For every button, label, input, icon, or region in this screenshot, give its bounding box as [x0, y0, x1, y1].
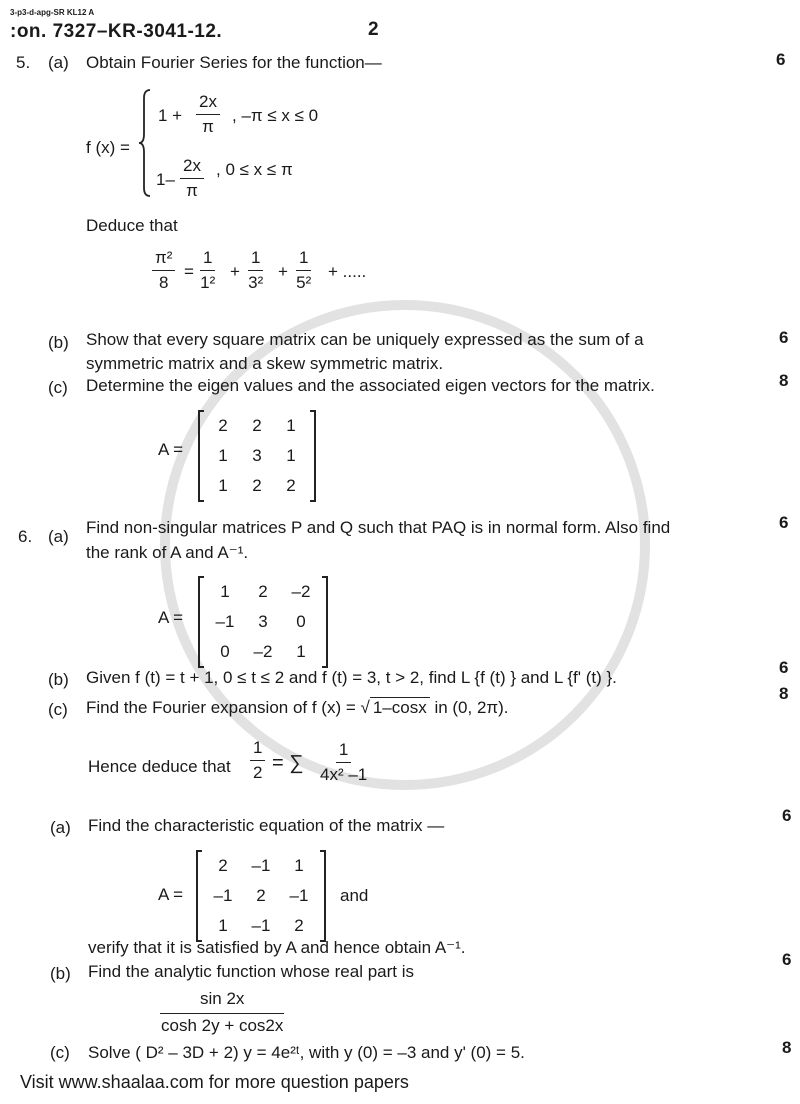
matrix-cell: 1 [286, 416, 296, 435]
q5c-marks: 8 [779, 371, 789, 390]
q7b-text: Find the analytic function whose real part is [88, 962, 415, 981]
numerator: sin 2x [160, 989, 284, 1014]
deduce-text: Deduce that [86, 216, 178, 235]
matrix-lhs: A = [158, 608, 184, 627]
q5a-marks: 6 [776, 50, 786, 69]
denominator: 2 [253, 763, 263, 782]
plus: + [278, 262, 288, 281]
paper-code: 3-p3-d-apg-SR KL12 A [10, 8, 95, 17]
denominator: 4x² –1 [320, 765, 368, 784]
matrix-cell: 1 [218, 476, 228, 495]
q7a-marks: 6 [782, 806, 792, 825]
q6a-label: (a) [48, 527, 69, 546]
q7a-text: Find the characteristic equation of the matrix — [88, 816, 445, 835]
matrix-cell: –1 [215, 612, 235, 631]
q6c-text: Find the Fourier expansion of f (x) = √ 1–cosx in (0, 2π). [86, 698, 509, 717]
matrix-cell: –2 [253, 642, 273, 661]
matrix-cell: 2 [218, 416, 228, 435]
case1-prefix: 1 + [158, 106, 183, 125]
series-term [296, 248, 311, 293]
matrix-cell: 2 [258, 582, 268, 601]
q6c-label: (c) [48, 700, 68, 719]
matrix-cell: 2 [286, 476, 296, 495]
q6a-text-line1: Find non-singular matrices P and Q such that PAQ is in normal form. Also find [86, 518, 671, 537]
matrix-q7a [196, 852, 326, 940]
q7b-label: (b) [50, 964, 71, 983]
case1-condition: , –π ≤ x ≤ 0 [232, 106, 319, 125]
series-term [248, 248, 263, 293]
sum-sign: = ∑ [272, 752, 304, 774]
q5b-label: (b) [48, 333, 69, 352]
matrix-cell: 0 [220, 642, 230, 661]
q5b-marks: 6 [779, 328, 789, 347]
matrix-cell: 2 [252, 476, 262, 495]
q6c-text-post: in (0, 2π). [429, 698, 509, 717]
q6a-marks: 6 [779, 513, 789, 532]
matrix-lhs: A = [158, 440, 184, 459]
half-fraction [250, 738, 265, 783]
sqrt-argument: 1–cosx [370, 697, 430, 717]
q5-number: 5. [16, 53, 31, 72]
q6b-label: (b) [48, 670, 69, 689]
numerator: 1 [200, 248, 215, 271]
q6b-marks: 6 [779, 658, 789, 677]
matrix-cell: 2 [252, 416, 262, 435]
matrix-cell: 2 [218, 856, 228, 875]
numerator: π² [152, 248, 175, 271]
numerator: 1 [250, 738, 265, 761]
denominator: π [202, 117, 214, 136]
q7a-verify-text: verify that it is satisfied by A and hence obtain A⁻¹. [88, 938, 466, 957]
q7c-label: (c) [50, 1043, 70, 1062]
case2-condition: , 0 ≤ x ≤ π [216, 160, 293, 179]
matrix-cell: 1 [296, 642, 306, 661]
page-number: 2 [368, 19, 380, 40]
matrix-lhs: A = [158, 885, 184, 904]
denominator: 8 [158, 273, 169, 292]
denominator: 3² [248, 273, 264, 292]
matrix-cell: 3 [258, 612, 268, 631]
piecewise-brace [138, 88, 152, 198]
series-term [200, 248, 215, 293]
q5a-text: Obtain Fourier Series for the function— [86, 53, 382, 72]
matrix-cell: 1 [218, 916, 228, 935]
denominator: π [186, 181, 198, 200]
numerator: 1 [248, 248, 263, 271]
paper-title: :on. 7327–KR-3041-12. [10, 21, 223, 42]
case1-fraction [196, 92, 220, 137]
numerator: 2x [180, 156, 204, 179]
matrix-cell: 1 [220, 582, 230, 601]
footer-link[interactable]: Visit www.shaalaa.com for more question papers [20, 1072, 409, 1092]
sum-term-fraction [320, 740, 367, 785]
analytic-fraction [160, 989, 284, 1036]
q5b-text-line1: Show that every square matrix can be uniquely expressed as the sum of a [86, 330, 644, 349]
q6-number: 6. [18, 527, 33, 546]
fx-label: f (x) = [86, 138, 130, 157]
matrix-cell: 1 [218, 446, 228, 465]
numerator: 2x [196, 92, 220, 115]
case2-fraction [180, 156, 204, 201]
matrix-cell: 2 [256, 886, 266, 905]
and-text: and [340, 886, 369, 905]
q5b-text-line2: symmetric matrix and a skew symmetric matrix. [86, 354, 444, 373]
case2-prefix: 1– [156, 170, 175, 189]
q7b-marks: 6 [782, 950, 792, 969]
q7c-text: Solve ( D² – 3D + 2) y = 4e²ᵗ, with y (0) = –3 and y' (0) = 5. [88, 1043, 525, 1062]
matrix-cell: –1 [289, 886, 309, 905]
hence-text: Hence deduce that [88, 757, 231, 776]
matrix-cell: 1 [286, 446, 296, 465]
matrix-cell: 2 [294, 916, 304, 935]
q7c-marks: 8 [782, 1038, 792, 1057]
matrix-q5c [198, 412, 316, 500]
q6b-text: Given f (t) = t + 1, 0 ≤ t ≤ 2 and f (t) = 3, t > 2, find L {f (t) } and L {f' (t) }. [86, 668, 617, 687]
q7a-label: (a) [50, 818, 71, 837]
matrix-cell: –1 [213, 886, 233, 905]
q6c-marks: 8 [779, 684, 789, 703]
q5c-label: (c) [48, 378, 68, 397]
matrix-cell: –1 [251, 856, 271, 875]
matrix-q6a [198, 578, 328, 666]
denominator: cosh 2y + cos2x [161, 1016, 284, 1035]
matrix-cell: –1 [251, 916, 271, 935]
matrix-cell: 0 [296, 612, 306, 631]
q6c-text-pre: Find the Fourier expansion of f (x) = [86, 698, 356, 717]
q6a-text-line2: the rank of A and A⁻¹. [86, 543, 249, 562]
q5a-label: (a) [48, 53, 69, 72]
numerator: 1 [336, 740, 351, 763]
series-tail: + ..... [328, 262, 367, 281]
pi-squared-fraction [152, 248, 175, 293]
numerator: 1 [296, 248, 311, 271]
plus: + [230, 262, 240, 281]
matrix-cell: 1 [294, 856, 304, 875]
q5c-text: Determine the eigen values and the associated eigen vectors for the matrix. [86, 376, 655, 395]
matrix-cell: 3 [252, 446, 262, 465]
denominator: 5² [296, 273, 312, 292]
matrix-cell: –2 [291, 582, 311, 601]
equals: = [184, 262, 194, 281]
denominator: 1² [200, 273, 216, 292]
